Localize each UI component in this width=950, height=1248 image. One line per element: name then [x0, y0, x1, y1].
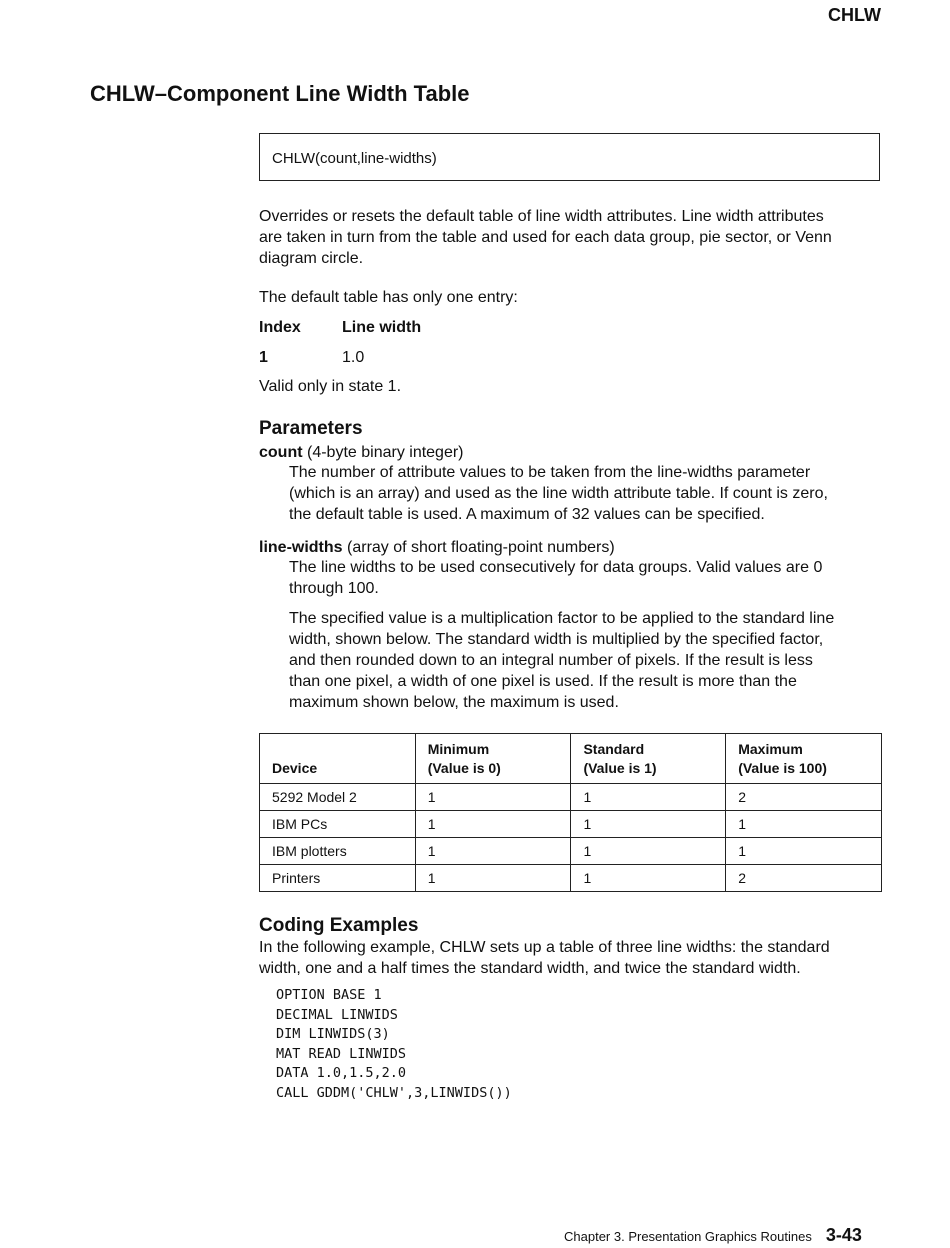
- column-header-minimum: Minimum (Value is 0): [415, 734, 571, 784]
- column-header-standard: Standard (Value is 1): [571, 734, 726, 784]
- column-header-maximum: Maximum (Value is 100): [726, 734, 882, 784]
- param-count-type: (4-byte binary integer): [302, 444, 464, 461]
- footer-chapter: Chapter 3. Presentation Graphics Routines: [564, 1229, 812, 1244]
- valid-state-text: Valid only in state 1.: [259, 378, 402, 395]
- table-cell: 1: [571, 784, 726, 811]
- table-cell: 1: [726, 811, 882, 838]
- running-head: CHLW: [828, 5, 881, 25]
- coding-examples-text: [259, 937, 881, 979]
- description-line: through 100.: [289, 580, 379, 597]
- linewidth-value: 1.0: [342, 349, 365, 366]
- param-count-term: [259, 442, 881, 463]
- linewidth-header: Line width: [342, 319, 422, 336]
- intro-line: diagram circle.: [259, 250, 364, 267]
- description-line: (which is an array) and used as the line width attribute table. If count is zero,: [289, 485, 828, 502]
- code-line: CALL GDDM('CHLW',3,LINWIDS()): [276, 1084, 512, 1101]
- table-cell: 2: [726, 784, 882, 811]
- table-cell: 1: [415, 811, 571, 838]
- code-line: MAT READ LINWIDS: [276, 1045, 407, 1062]
- syntax-text: CHLW(count,line-widths): [272, 150, 437, 167]
- table-row: [260, 865, 882, 892]
- page-title: CHLW–Component Line Width Table: [90, 81, 470, 106]
- default-table-text: The default table has only one entry:: [259, 289, 518, 306]
- coding-examples-heading: Coding Examples: [259, 915, 419, 936]
- table-row: [260, 838, 882, 865]
- code-line: DATA 1.0,1.5,2.0: [276, 1065, 407, 1081]
- table-cell: IBM plotters: [260, 838, 416, 865]
- param-count-name: count: [259, 444, 303, 461]
- param-linewidths-description: [289, 557, 881, 599]
- table-cell: 1: [415, 784, 571, 811]
- syntax-box: [259, 133, 880, 181]
- table-row: [260, 784, 882, 811]
- intro-paragraph: [259, 206, 881, 269]
- param-linewidths-term: [259, 537, 881, 558]
- parameters-heading: Parameters: [259, 418, 363, 439]
- table-cell: Printers: [260, 865, 416, 892]
- param-linewidths-name: line-widths: [259, 539, 343, 556]
- table-cell: 1: [571, 811, 726, 838]
- description-line: the default table is used. A maximum of 32 values can be specified.: [289, 506, 765, 523]
- column-header-device: Device: [260, 734, 416, 784]
- table-cell: 1: [726, 838, 882, 865]
- text-line: In the following example, CHLW sets up a table of three line widths: the standard: [259, 939, 830, 956]
- table-cell: 1: [415, 838, 571, 865]
- text-line: width, one and a half times the standard width, and twice the standard width.: [259, 960, 801, 977]
- page-number: 3-43: [825, 1225, 862, 1245]
- code-sample: [276, 986, 512, 1103]
- device-width-table: [259, 733, 882, 892]
- intro-line: are taken in turn from the table and used for each data group, pie sector, or Venn: [259, 229, 832, 246]
- table-row: [260, 811, 882, 838]
- table-header-row: [260, 734, 882, 784]
- param-count-description: [289, 462, 881, 525]
- description-line: width, shown below. The standard width is multiplied by the specified factor,: [289, 631, 824, 648]
- description-line: The number of attribute values to be taken from the line-widths parameter: [289, 464, 811, 481]
- index-value: 1: [259, 349, 268, 366]
- page-footer: [564, 1225, 862, 1246]
- description-line: maximum shown below, the maximum is used.: [289, 694, 619, 711]
- table-cell: 1: [571, 865, 726, 892]
- description-line: and then rounded down to an integral number of pixels. If the result is less: [289, 652, 813, 669]
- table-cell: 5292 Model 2: [260, 784, 416, 811]
- index-header: Index: [259, 319, 301, 336]
- code-line: OPTION BASE 1: [276, 987, 382, 1003]
- table-cell: 1: [571, 838, 726, 865]
- description-line: The specified value is a multiplication factor to be applied to the standard line: [289, 610, 835, 627]
- description-line: than one pixel, a width of one pixel is used. If the result is more than the: [289, 673, 797, 690]
- description-line: The line widths to be used consecutively for data groups. Valid values are 0: [289, 559, 823, 576]
- param-linewidths-detail: [289, 608, 881, 713]
- table-cell: 2: [726, 865, 882, 892]
- code-line: DIM LINWIDS(3): [276, 1026, 390, 1042]
- table-cell: 1: [415, 865, 571, 892]
- table-cell: IBM PCs: [260, 811, 416, 838]
- code-line: DECIMAL LINWIDS: [276, 1006, 398, 1023]
- intro-line: Overrides or resets the default table of line width attributes. Line width attributes: [259, 208, 824, 225]
- param-linewidths-type: (array of short floating-point numbers): [342, 539, 615, 556]
